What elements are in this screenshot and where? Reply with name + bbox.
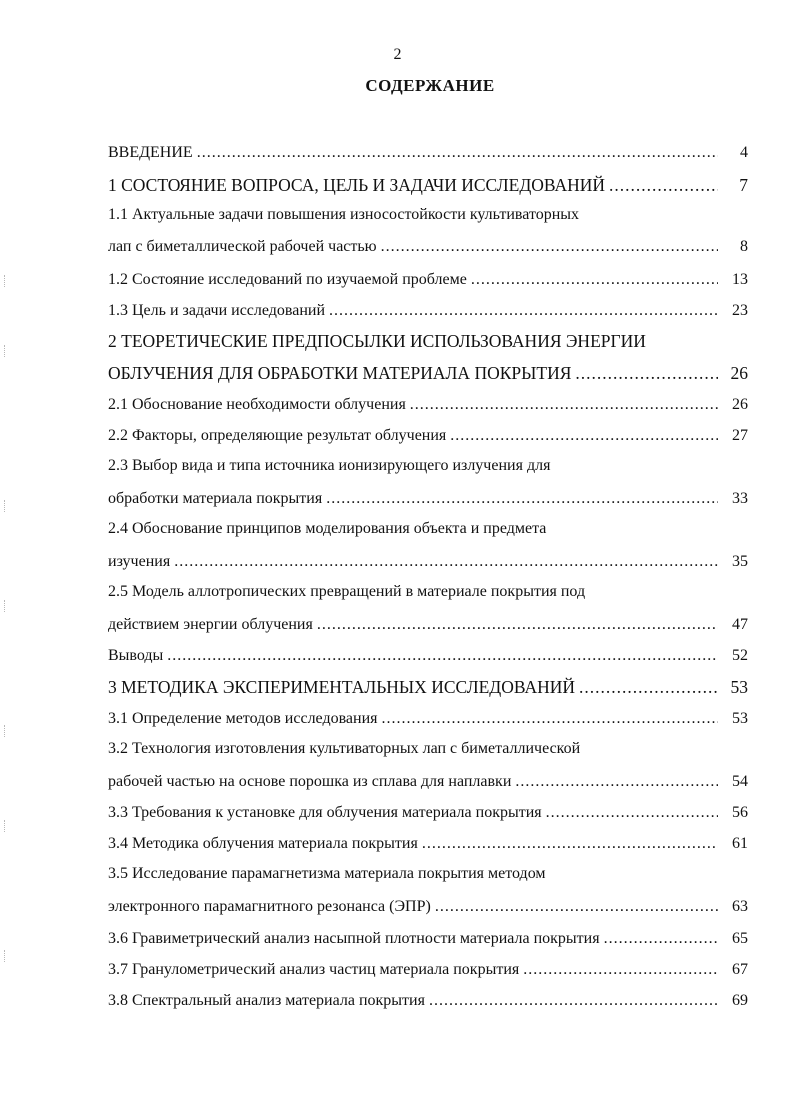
toc-leader (381, 236, 718, 258)
scan-margin-mark (4, 600, 13, 612)
toc-entry-page: 4 (740, 144, 748, 161)
scan-margin-mark (4, 820, 13, 832)
toc-entry-text: ОБЛУЧЕНИЯ ДЛЯ ОБРАБОТКИ МАТЕРИАЛА ПОКРЫТИЯ (108, 363, 572, 383)
toc-entry (108, 453, 748, 477)
toc-entry-page: 7 (739, 175, 748, 195)
toc-entry (108, 202, 748, 226)
toc-entry (108, 549, 748, 573)
toc-entry-text: 2.5 Модель аллотропических превращений в материале покрытия под (108, 583, 586, 600)
toc-entry-text: 3 МЕТОДИКА ЭКСПЕРИМЕНТАЛЬНЫХ ИССЛЕДОВАНИЙ (108, 677, 575, 697)
toc-entry (108, 861, 748, 885)
toc-leader (429, 990, 718, 1012)
toc-entry (108, 769, 748, 793)
toc-leader (604, 928, 718, 950)
toc-entry-text: рабочей частью на основе порошка из сплава для наплавки (108, 773, 512, 790)
toc-entry-text: 2.1 Обоснование необходимости облучения (108, 396, 406, 413)
toc-entry (108, 172, 748, 196)
toc-entry (108, 298, 748, 322)
toc-entry-page: 52 (732, 647, 748, 664)
toc-entry-text: 3.6 Гравиметрический анализ насыпной плотности материала покрытия (108, 930, 600, 947)
toc-leader (435, 896, 718, 918)
toc-entry (108, 486, 748, 510)
toc-leader (329, 300, 718, 322)
page-title: СОДЕРЖАНИЕ (365, 76, 495, 95)
toc-leader (579, 676, 718, 698)
toc-entry (108, 612, 748, 636)
toc-leader (450, 425, 718, 447)
toc-entry-text: 2.4 Обоснование принципов моделирования объекта и предмета (108, 520, 547, 537)
toc-leader (410, 394, 718, 416)
toc-entry-page: 47 (732, 616, 748, 633)
toc-entry-text: 3.4 Методика облучения материала покрытия (108, 835, 418, 852)
toc-entry-page: 65 (732, 930, 748, 947)
toc-leader (575, 362, 718, 384)
toc-entry-text: 3.7 Гранулометрический анализ частиц материала покрытия (108, 961, 520, 978)
toc-leader (317, 614, 718, 636)
scan-margin-mark (4, 275, 13, 287)
toc-entry-page: 23 (732, 302, 748, 319)
toc-entry-text: электронного парамагнитного резонанса (ЭПР) (108, 898, 431, 915)
toc-entry (108, 392, 748, 416)
toc-entry (108, 988, 748, 1012)
toc-entry-page: 8 (740, 238, 748, 255)
toc-leader (174, 551, 718, 573)
toc-leader (471, 269, 718, 291)
toc-leader (422, 833, 718, 855)
toc-entry-page: 54 (732, 773, 748, 790)
toc-entry-page: 53 (730, 677, 748, 697)
toc-entry-page: 53 (732, 710, 748, 727)
toc-entry-text: действием энергии облучения (108, 616, 313, 633)
toc-entry (108, 894, 748, 918)
toc-entry (108, 736, 748, 760)
toc-entry-text: 2.3 Выбор вида и типа источника ионизирующего излучения для (108, 457, 551, 474)
toc-entry-page: 61 (732, 835, 748, 852)
toc-entry (108, 234, 748, 258)
toc-entry-text: 3.1 Определение методов исследования (108, 710, 378, 727)
toc-entry (108, 674, 748, 698)
toc-entry-text: 2 ТЕОРЕТИЧЕСКИЕ ПРЕДПОСЫЛКИ ИСПОЛЬЗОВАНИЯ ЭНЕРГИИ (108, 331, 646, 351)
toc-entry-text: 2.2 Факторы, определяющие результат облучения (108, 427, 447, 444)
toc-entry-page: 26 (732, 396, 748, 413)
toc-leader (197, 142, 718, 164)
toc-leader (167, 645, 718, 667)
toc-leader (546, 802, 718, 824)
scan-margin-mark (4, 500, 13, 512)
scan-margin-mark (4, 725, 13, 737)
toc-entry-text: обработки материала покрытия (108, 490, 323, 507)
toc-entry-text: Выводы (108, 647, 164, 664)
toc-entry (108, 957, 748, 981)
toc-entry-text: 1.2 Состояние исследований по изучаемой проблеме (108, 271, 467, 288)
toc-entry-text: 1.1 Актуальные задачи повышения износостойкости культиваторных (108, 206, 580, 223)
toc-leader (382, 708, 718, 730)
toc-entry-text: 3.3 Требования к установке для облучения материала покрытия (108, 804, 542, 821)
toc-entry (108, 360, 748, 384)
toc-entry-text: изучения (108, 553, 171, 570)
toc-entry-page: 56 (732, 804, 748, 821)
toc-leader (515, 771, 718, 793)
toc-entry (108, 267, 748, 291)
toc-entry-page: 69 (732, 992, 748, 1009)
toc-entry-text: 3.5 Исследование парамагнетизма материала покрытия методом (108, 865, 546, 882)
toc-leader (326, 488, 718, 510)
toc-entry (108, 140, 748, 164)
toc-entry (108, 328, 748, 352)
toc-entry-text: 3.2 Технология изготовления культиваторных лап с биметаллической (108, 740, 581, 757)
toc-entry-page: 26 (730, 363, 748, 383)
toc-entry-text: ВВЕДЕНИЕ (108, 144, 193, 161)
scan-margin-mark (4, 950, 13, 962)
toc-entry-page: 67 (732, 961, 748, 978)
toc-entry-page: 33 (732, 490, 748, 507)
toc-entry (108, 423, 748, 447)
toc-entry-text: 1 СОСТОЯНИЕ ВОПРОСА, ЦЕЛЬ И ЗАДАЧИ ИССЛЕДОВАНИЙ (108, 175, 606, 195)
toc-entry (108, 706, 748, 730)
toc-entry-page: 27 (732, 427, 748, 444)
toc-leader (523, 959, 718, 981)
toc-entry-text: 1.3 Цель и задачи исследований (108, 302, 326, 319)
toc-entry (108, 579, 748, 603)
toc-entry (108, 831, 748, 855)
toc-entry-page: 13 (732, 271, 748, 288)
toc-entry (108, 516, 748, 540)
scan-margin-mark (4, 345, 13, 357)
toc-leader (609, 174, 718, 196)
toc-entry-page: 35 (732, 553, 748, 570)
toc-entry-text: 3.8 Спектральный анализ материала покрытия (108, 992, 425, 1009)
page-number: 2 (393, 46, 402, 63)
toc-entry (108, 800, 748, 824)
toc-entry-text: лап с биметаллической рабочей частью (108, 238, 377, 255)
toc-entry-page: 63 (732, 898, 748, 915)
toc-entry (108, 643, 748, 667)
toc-entry (108, 926, 748, 950)
